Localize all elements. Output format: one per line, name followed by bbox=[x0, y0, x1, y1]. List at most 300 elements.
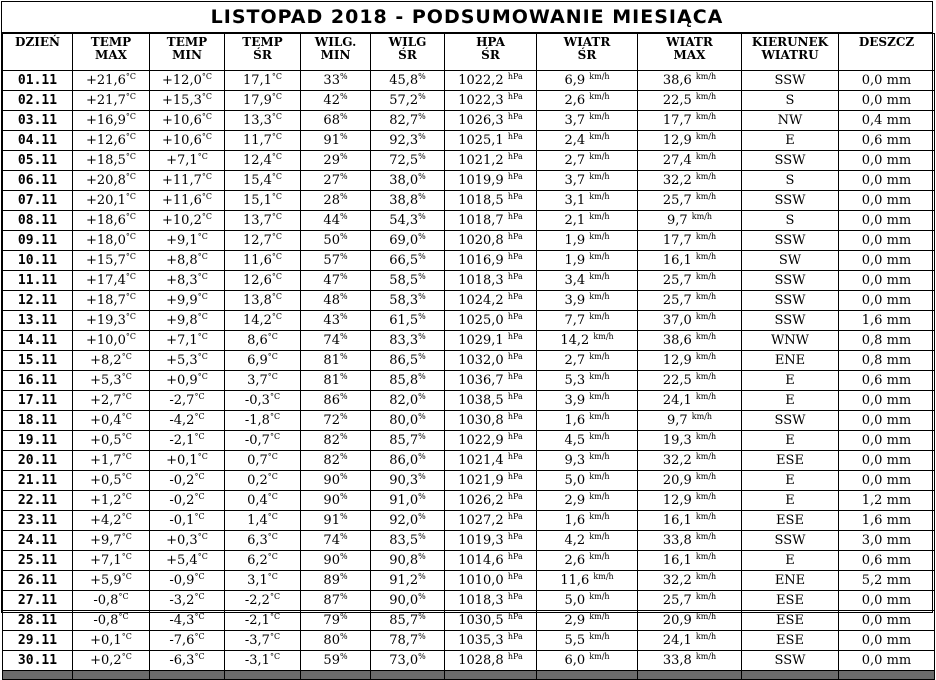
table-row bbox=[3, 171, 935, 191]
cell-value: 2,9 bbox=[564, 613, 586, 628]
unit-label: hPa bbox=[507, 132, 523, 141]
temp-avg-cell bbox=[225, 191, 301, 211]
footer-cell bbox=[3, 671, 73, 680]
temp-min-cell bbox=[150, 631, 225, 651]
temp-avg-cell bbox=[225, 511, 301, 531]
temp-max-cell bbox=[73, 71, 150, 91]
unit-label: °C bbox=[194, 432, 205, 441]
cell-value: 33 bbox=[323, 73, 340, 88]
cell-value: 27.11 bbox=[17, 593, 58, 608]
unit-label: km/h bbox=[589, 432, 610, 441]
temp-min-cell bbox=[150, 371, 225, 391]
table-row bbox=[3, 251, 935, 271]
cell-value: 57 bbox=[323, 253, 340, 268]
wind-dir-cell bbox=[742, 91, 839, 111]
cell-value: ESE bbox=[776, 633, 804, 648]
table-row bbox=[3, 511, 935, 531]
wind-avg-cell bbox=[537, 611, 638, 631]
unit-label: °C bbox=[201, 132, 212, 141]
day-cell bbox=[3, 171, 73, 191]
cell-value: 20.11 bbox=[17, 453, 58, 468]
unit-label: °C bbox=[194, 572, 205, 581]
cell-value: 74 bbox=[323, 533, 340, 548]
unit-label: hPa bbox=[507, 152, 523, 161]
wind-max-cell bbox=[638, 551, 742, 571]
day-cell bbox=[3, 571, 73, 591]
hum-min-cell bbox=[301, 91, 371, 111]
wind-avg-cell bbox=[537, 551, 638, 571]
unit-label: km/h bbox=[695, 532, 717, 541]
unit-label: hPa bbox=[507, 172, 523, 181]
unit-label: °C bbox=[201, 92, 212, 101]
unit-label: °C bbox=[194, 592, 205, 601]
wind-avg-cell bbox=[537, 631, 638, 651]
temp-min-cell bbox=[150, 591, 225, 611]
wind-max-cell bbox=[638, 411, 742, 431]
hum-avg-cell bbox=[371, 571, 445, 591]
footer-cell bbox=[301, 671, 371, 680]
day-cell bbox=[3, 431, 73, 451]
rain-cell bbox=[839, 131, 935, 151]
temp-min-cell bbox=[150, 151, 225, 171]
unit-label: °C bbox=[269, 612, 281, 621]
wind-avg-cell bbox=[537, 211, 638, 231]
wind-avg-cell bbox=[537, 71, 638, 91]
cell-value: 0,0 mm bbox=[861, 233, 912, 248]
unit-label: km/h bbox=[589, 652, 610, 661]
unit-label: °C bbox=[267, 552, 278, 561]
wind-max-cell bbox=[638, 491, 742, 511]
cell-value: 03.11 bbox=[17, 113, 58, 128]
temp-max-cell bbox=[73, 551, 150, 571]
unit-label: °C bbox=[125, 332, 136, 341]
cell-value: +18,7 bbox=[86, 293, 126, 308]
temp-avg-cell bbox=[225, 391, 301, 411]
wind-max-cell bbox=[638, 311, 742, 331]
temp-avg-cell bbox=[225, 331, 301, 351]
wind-avg-cell bbox=[537, 391, 638, 411]
wind-dir-cell bbox=[742, 611, 839, 631]
wind-avg-cell bbox=[537, 451, 638, 471]
temp-max-cell bbox=[73, 351, 150, 371]
unit-label: hPa bbox=[507, 252, 523, 261]
pressure-cell bbox=[445, 71, 537, 91]
cell-value: ESE bbox=[776, 513, 804, 528]
table-row bbox=[3, 351, 935, 371]
unit-label: % bbox=[418, 212, 426, 221]
unit-label: km/h bbox=[695, 632, 717, 641]
temp-avg-cell bbox=[225, 611, 301, 631]
cell-value: SSW bbox=[774, 153, 806, 168]
unit-label: km/h bbox=[589, 392, 610, 401]
wind-dir-cell bbox=[742, 71, 839, 91]
unit-label: °C bbox=[197, 332, 208, 341]
unit-label: % bbox=[418, 72, 426, 81]
cell-value: 01.11 bbox=[17, 73, 58, 88]
cell-value: 6,0 bbox=[564, 653, 586, 668]
footer-cell bbox=[537, 671, 638, 680]
temp-max-cell bbox=[73, 291, 150, 311]
cell-value: 16.11 bbox=[17, 373, 58, 388]
cell-value: 1019,3 bbox=[458, 533, 504, 548]
unit-label: % bbox=[418, 492, 426, 501]
unit-label: km/h bbox=[593, 572, 614, 581]
cell-value: 5,2 mm bbox=[861, 573, 912, 588]
unit-label: °C bbox=[271, 112, 283, 121]
unit-label: % bbox=[418, 452, 426, 461]
pressure-cell bbox=[445, 651, 537, 671]
temp-min-cell bbox=[150, 171, 225, 191]
unit-label: °C bbox=[197, 552, 208, 561]
temp-min-cell bbox=[150, 331, 225, 351]
cell-value: 1022,9 bbox=[458, 433, 504, 448]
unit-label: °C bbox=[267, 472, 278, 481]
cell-value: 15.11 bbox=[17, 353, 58, 368]
wind-avg-cell bbox=[537, 491, 638, 511]
pressure-cell bbox=[445, 511, 537, 531]
wind-max-cell bbox=[638, 151, 742, 171]
cell-value: 1,6 mm bbox=[861, 513, 912, 528]
cell-value: 78,7 bbox=[389, 633, 419, 648]
column-header bbox=[301, 34, 371, 71]
column-header-line: HPA bbox=[476, 35, 505, 49]
unit-label: hPa bbox=[507, 452, 523, 461]
day-cell bbox=[3, 191, 73, 211]
cell-value: 0,0 mm bbox=[861, 633, 912, 648]
temp-avg-cell bbox=[225, 351, 301, 371]
cell-value: 80,0 bbox=[389, 413, 419, 428]
day-cell bbox=[3, 291, 73, 311]
cell-value: SSW bbox=[774, 653, 806, 668]
rain-cell bbox=[839, 591, 935, 611]
cell-value: +1,7 bbox=[90, 453, 122, 468]
cell-value: ESE bbox=[776, 593, 804, 608]
cell-value: 61,5 bbox=[389, 313, 419, 328]
cell-value: 8,6 bbox=[247, 333, 268, 348]
table-row bbox=[3, 531, 935, 551]
pressure-cell bbox=[445, 451, 537, 471]
cell-value: 90,8 bbox=[389, 553, 419, 568]
unit-label: °C bbox=[194, 612, 205, 621]
day-cell bbox=[3, 511, 73, 531]
cell-value: 32,2 bbox=[662, 453, 692, 468]
pressure-cell bbox=[445, 291, 537, 311]
cell-value: 2,9 bbox=[564, 493, 586, 508]
temp-avg-cell bbox=[225, 551, 301, 571]
unit-label: °C bbox=[118, 592, 129, 601]
unit-label: km/h bbox=[691, 412, 713, 421]
cell-value: 11,7 bbox=[242, 133, 272, 148]
wind-max-cell bbox=[638, 631, 742, 651]
unit-label: % bbox=[418, 272, 426, 281]
unit-label: % bbox=[418, 572, 426, 581]
day-cell bbox=[3, 151, 73, 171]
unit-label: hPa bbox=[507, 532, 523, 541]
cell-value: 05.11 bbox=[17, 153, 58, 168]
unit-label: km/h bbox=[695, 552, 717, 561]
wind-avg-cell bbox=[537, 311, 638, 331]
cell-value: 24,1 bbox=[662, 633, 692, 648]
unit-label: % bbox=[418, 352, 426, 361]
unit-label: km/h bbox=[589, 352, 610, 361]
temp-max-cell bbox=[73, 391, 150, 411]
cell-value: 0,0 mm bbox=[861, 453, 912, 468]
hum-avg-cell bbox=[371, 171, 445, 191]
cell-value: -6,3 bbox=[169, 653, 195, 668]
cell-value: 0,0 mm bbox=[861, 593, 912, 608]
cell-value: 1025,0 bbox=[458, 313, 504, 328]
hum-avg-cell bbox=[371, 551, 445, 571]
wind-dir-cell bbox=[742, 431, 839, 451]
rain-cell bbox=[839, 351, 935, 371]
pressure-cell bbox=[445, 351, 537, 371]
wind-avg-cell bbox=[537, 531, 638, 551]
cell-value: +12,6 bbox=[86, 133, 126, 148]
rain-cell bbox=[839, 651, 935, 671]
hum-min-cell bbox=[301, 651, 371, 671]
temp-max-cell bbox=[73, 251, 150, 271]
footer-row bbox=[3, 671, 935, 680]
cell-value: 3,9 bbox=[564, 393, 586, 408]
cell-value: 2,6 bbox=[564, 553, 586, 568]
unit-label: °C bbox=[271, 232, 283, 241]
unit-label: % bbox=[418, 112, 426, 121]
cell-value: 17.11 bbox=[17, 393, 58, 408]
wind-max-cell bbox=[638, 571, 742, 591]
cell-value: SSW bbox=[774, 413, 806, 428]
table-row bbox=[3, 131, 935, 151]
cell-value: 0,0 mm bbox=[861, 193, 912, 208]
cell-value: 0,0 mm bbox=[861, 273, 912, 288]
rain-cell bbox=[839, 191, 935, 211]
wind-avg-cell bbox=[537, 591, 638, 611]
unit-label: hPa bbox=[507, 312, 523, 321]
unit-label: km/h bbox=[589, 252, 610, 261]
column-header-line: WIATR bbox=[563, 35, 611, 49]
day-cell bbox=[3, 91, 73, 111]
cell-value: 3,4 bbox=[564, 273, 586, 288]
unit-label: °C bbox=[197, 152, 208, 161]
wind-avg-cell bbox=[537, 511, 638, 531]
day-cell bbox=[3, 271, 73, 291]
hum-avg-cell bbox=[371, 231, 445, 251]
cell-value: +10,6 bbox=[162, 113, 202, 128]
day-cell bbox=[3, 331, 73, 351]
unit-label: °C bbox=[194, 632, 205, 641]
cell-value: 1029,1 bbox=[458, 333, 504, 348]
cell-value: ENE bbox=[774, 353, 806, 368]
wind-max-cell bbox=[638, 291, 742, 311]
cell-value: 89 bbox=[323, 573, 340, 588]
cell-value: 90,0 bbox=[389, 593, 419, 608]
cell-value: 3,0 mm bbox=[861, 533, 912, 548]
unit-label: % bbox=[339, 512, 348, 521]
wind-dir-cell bbox=[742, 251, 839, 271]
rain-cell bbox=[839, 231, 935, 251]
temp-avg-cell bbox=[225, 91, 301, 111]
cell-value: 29.11 bbox=[17, 633, 58, 648]
temp-min-cell bbox=[150, 431, 225, 451]
unit-label: % bbox=[339, 352, 348, 361]
cell-value: 24,1 bbox=[662, 393, 692, 408]
cell-value: 91 bbox=[323, 513, 340, 528]
cell-value: SSW bbox=[774, 273, 806, 288]
cell-value: 6,2 bbox=[247, 553, 268, 568]
unit-label: km/h bbox=[589, 72, 610, 81]
cell-value: +0,5 bbox=[90, 433, 122, 448]
rain-cell bbox=[839, 411, 935, 431]
wind-avg-cell bbox=[537, 91, 638, 111]
cell-value: 11,6 bbox=[560, 573, 590, 588]
unit-label: °C bbox=[201, 72, 212, 81]
day-cell bbox=[3, 111, 73, 131]
unit-label: % bbox=[339, 132, 348, 141]
unit-label: % bbox=[418, 132, 426, 141]
wind-avg-cell bbox=[537, 471, 638, 491]
cell-value: 14.11 bbox=[17, 333, 58, 348]
cell-value: 85,7 bbox=[389, 613, 419, 628]
hum-avg-cell bbox=[371, 471, 445, 491]
unit-label: °C bbox=[267, 492, 278, 501]
cell-value: 13,7 bbox=[242, 213, 272, 228]
unit-label: % bbox=[339, 492, 348, 501]
pressure-cell bbox=[445, 231, 537, 251]
cell-value: 1026,2 bbox=[458, 493, 504, 508]
wind-avg-cell bbox=[537, 371, 638, 391]
unit-label: % bbox=[418, 312, 426, 321]
cell-value: 25,7 bbox=[662, 593, 692, 608]
day-cell bbox=[3, 471, 73, 491]
unit-label: % bbox=[339, 332, 348, 341]
cell-value: 28 bbox=[323, 193, 340, 208]
cell-value: +20,8 bbox=[86, 173, 126, 188]
unit-label: °C bbox=[194, 412, 205, 421]
wind-dir-cell bbox=[742, 271, 839, 291]
cell-value: SSW bbox=[774, 193, 806, 208]
wind-avg-cell bbox=[537, 231, 638, 251]
column-header-line: ŚR bbox=[398, 48, 417, 62]
unit-label: hPa bbox=[507, 292, 523, 301]
pressure-cell bbox=[445, 391, 537, 411]
temp-min-cell bbox=[150, 231, 225, 251]
cell-value: 12,9 bbox=[662, 353, 692, 368]
cell-value: 0,0 mm bbox=[861, 473, 912, 488]
unit-label: °C bbox=[267, 372, 278, 381]
unit-label: km/h bbox=[695, 332, 717, 341]
temp-min-cell bbox=[150, 451, 225, 471]
cell-value: -3,1 bbox=[244, 653, 270, 668]
rain-cell bbox=[839, 71, 935, 91]
hum-min-cell bbox=[301, 331, 371, 351]
unit-label: °C bbox=[121, 372, 132, 381]
cell-value: 3,1 bbox=[564, 193, 586, 208]
hum-avg-cell bbox=[371, 631, 445, 651]
table-row bbox=[3, 491, 935, 511]
cell-value: 86,5 bbox=[389, 353, 419, 368]
cell-value: +10,6 bbox=[162, 133, 202, 148]
hum-avg-cell bbox=[371, 611, 445, 631]
unit-label: km/h bbox=[695, 92, 717, 101]
cell-value: 1018,3 bbox=[458, 273, 504, 288]
cell-value: +15,3 bbox=[162, 93, 202, 108]
column-header-line: TEMP bbox=[242, 35, 283, 49]
cell-value: 87 bbox=[323, 593, 340, 608]
wind-max-cell bbox=[638, 331, 742, 351]
cell-value: 0,8 mm bbox=[861, 333, 912, 348]
unit-label: °C bbox=[271, 172, 283, 181]
temp-max-cell bbox=[73, 411, 150, 431]
unit-label: % bbox=[418, 292, 426, 301]
cell-value: 29 bbox=[323, 153, 340, 168]
unit-label: °C bbox=[197, 452, 208, 461]
unit-label: % bbox=[339, 212, 348, 221]
wind-dir-cell bbox=[742, 231, 839, 251]
unit-label: km/h bbox=[695, 172, 717, 181]
temp-avg-cell bbox=[225, 131, 301, 151]
cell-value: 85,7 bbox=[389, 433, 419, 448]
pressure-cell bbox=[445, 631, 537, 651]
hum-avg-cell bbox=[371, 391, 445, 411]
table-row bbox=[3, 471, 935, 491]
hum-avg-cell bbox=[371, 371, 445, 391]
unit-label: % bbox=[418, 552, 426, 561]
wind-dir-cell bbox=[742, 131, 839, 151]
cell-value: WNW bbox=[770, 333, 810, 348]
cell-value: 1035,3 bbox=[458, 633, 504, 648]
unit-label: % bbox=[339, 652, 348, 661]
cell-value: 7,7 bbox=[564, 313, 586, 328]
cell-value: +2,7 bbox=[90, 393, 122, 408]
cell-value: 59 bbox=[323, 653, 340, 668]
unit-label: km/h bbox=[589, 412, 610, 421]
day-cell bbox=[3, 491, 73, 511]
unit-label: °C bbox=[121, 392, 132, 401]
unit-label: °C bbox=[121, 492, 132, 501]
cell-value: 6,9 bbox=[564, 73, 586, 88]
rain-cell bbox=[839, 471, 935, 491]
cell-value: 16,1 bbox=[662, 553, 692, 568]
unit-label: °C bbox=[197, 372, 208, 381]
column-header bbox=[225, 34, 301, 71]
cell-value: +18,0 bbox=[86, 233, 126, 248]
cell-value: 1,4 bbox=[247, 513, 268, 528]
rain-cell bbox=[839, 451, 935, 471]
day-cell bbox=[3, 251, 73, 271]
temp-min-cell bbox=[150, 531, 225, 551]
cell-value: 13,3 bbox=[242, 113, 272, 128]
temp-avg-cell bbox=[225, 271, 301, 291]
table-row bbox=[3, 651, 935, 671]
cell-value: ESE bbox=[776, 453, 804, 468]
cell-value: -2,1 bbox=[244, 613, 270, 628]
temp-max-cell bbox=[73, 591, 150, 611]
unit-label: km/h bbox=[589, 312, 610, 321]
table-row bbox=[3, 111, 935, 131]
unit-label: km/h bbox=[695, 652, 717, 661]
cell-value: ENE bbox=[774, 573, 806, 588]
unit-label: °C bbox=[194, 512, 205, 521]
table-row bbox=[3, 371, 935, 391]
rain-cell bbox=[839, 431, 935, 451]
cell-value: +0,5 bbox=[90, 473, 122, 488]
cell-value: 81 bbox=[323, 373, 340, 388]
hum-min-cell bbox=[301, 171, 371, 191]
cell-value: +21,6 bbox=[86, 73, 126, 88]
wind-avg-cell bbox=[537, 431, 638, 451]
hum-avg-cell bbox=[371, 251, 445, 271]
temp-avg-cell bbox=[225, 531, 301, 551]
rain-cell bbox=[839, 491, 935, 511]
